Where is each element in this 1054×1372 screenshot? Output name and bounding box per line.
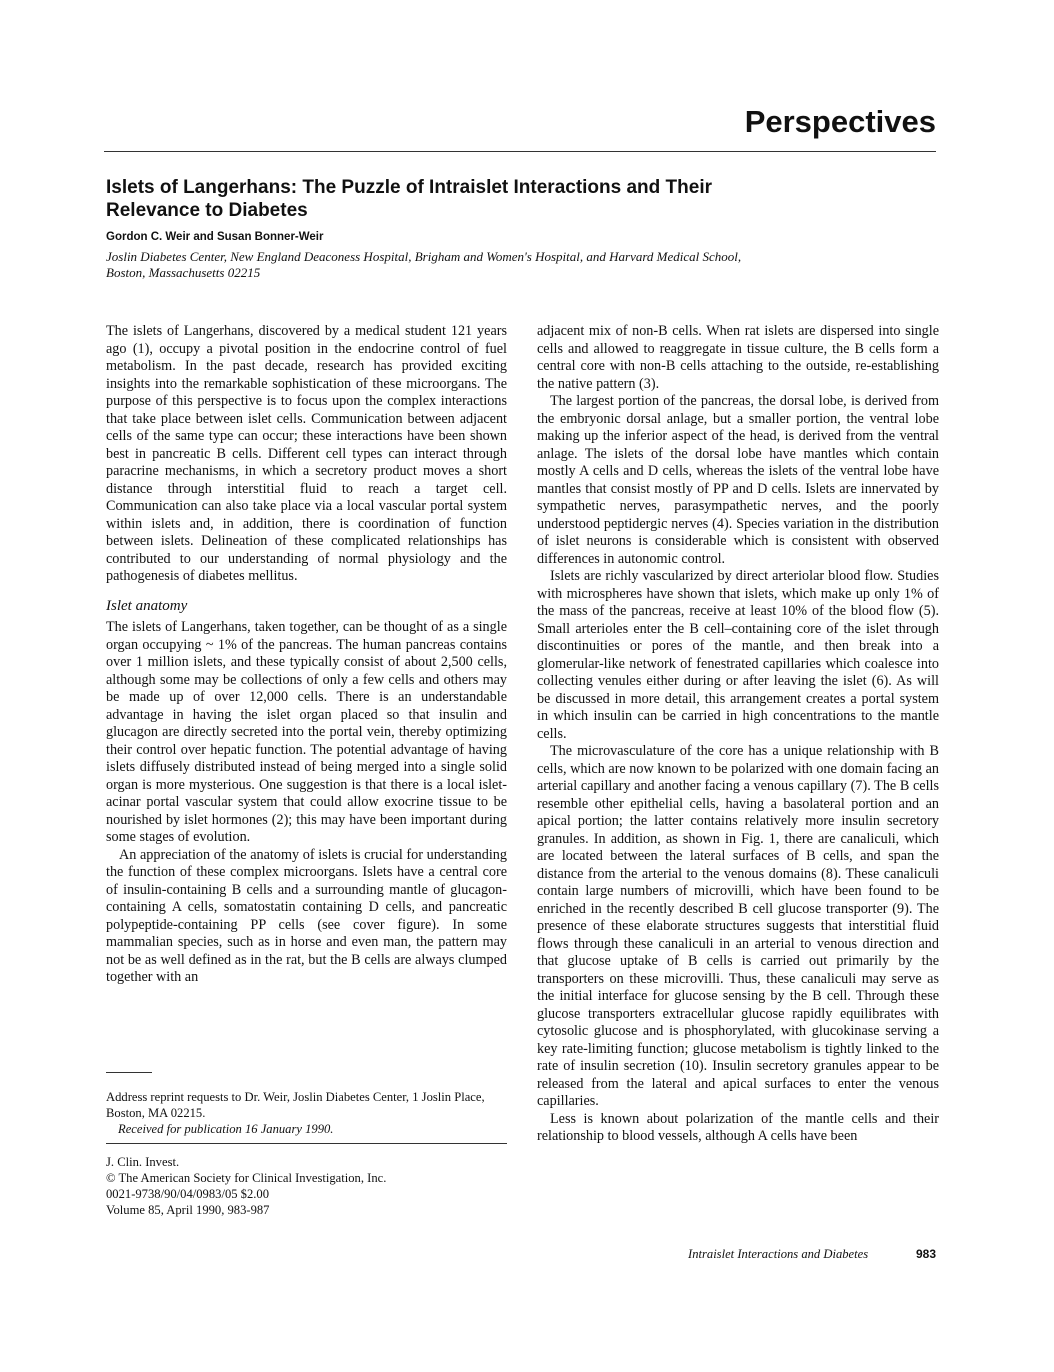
header-rule [104,151,936,152]
affiliation: Joslin Diabetes Center, New England Deaconess Hospital, Brigham and Women's Hospital, and Harvard Medical School, Boston, Massachusetts 02215 [106,249,742,280]
running-title: Intraislet Interactions and Diabetes [688,1247,869,1261]
issn: 0021-9738/90/04/0983/05 $2.00 [106,1187,270,1201]
journal-info-rule [106,1143,507,1144]
volume-info: Volume 85, April 1990, 983-987 [106,1203,270,1217]
intro-paragraph: The islets of Langerhans, discovered by a medical student 121 years ago (1), occupy a pivotal position in the endocrine control of fuel metabolism. In the past decade, research has provided exciting insights into the remarkable sophistication of these microorgans. The purpose of this perspective is to focus upon the complex interactions that take place between islet cells. Communication between adjacent cells of the same type can occur; these interactions have been shown best in pancreatic B cells. Different cell types can interact through paracrine mechanisms, in which a secretory product moves a short distance through interstitial fluid to reach a target cell. Communication can also take place via a local vascular portal system within islets and, in addition, there is coordination of function between islets. Delineation of these complicated relationships has contributed to our understanding of normal physiology and the pathogenesis of diabetes mellitus. [106,323,507,584]
continued-paragraph: adjacent mix of non-B cells. When rat islets are dispersed into single cells and allowed to reaggregate in tissue culture, the B cells form a central core with non-B cells attaching to the outside, re-establishing the native pattern (3). [537,323,939,392]
page-number: 983 [916,1247,937,1261]
journal-info [106,1154,507,1218]
subheading-islet-anatomy: Islet anatomy [106,597,188,614]
left-column [106,323,507,987]
authors: Gordon C. Weir and Susan Bonner-Weir [106,231,324,243]
article-title: Islets of Langerhans: The Puzzle of Intraislet Interactions and Their Relevance to Diabetes [106,177,712,221]
anatomy-paragraph-2: An appreciation of the anatomy of islets is crucial for understanding the function of these complex microorgans. Islets have a central core of insulin-containing B cells and a surrounding mantle of glucagon-containing A cells, somatostatin containing D cells, and pancreatic polypeptide-containing PP cells (see cover figure). In some mammalian species, such as in horse and even man, the pattern may not be as well defined as in the rat, but the B cells are always clumped together with an [106,846,507,985]
section-heading: Perspectives [744,104,936,139]
footnote-rule [106,1072,152,1073]
reprint-address: Address reprint requests to Dr. Weir, Joslin Diabetes Center, 1 Joslin Place, Boston, MA 02215. [106,1090,485,1120]
vascularization-paragraph: Islets are richly vascularized by direct arteriolar blood flow. Studies with microspheres have shown that islets, which make up only 1% of the mass of the pancreas, receive at least 10% of the blood flow (5). Small arterioles enter the B cell–containing core of the islet through discontinuities or pores of the mantle, and then break into a glomerular-like network of fenestrated capillaries which coalesce into collecting venules either during or after leaving the islet (6). As will be discussed in more detail, this arrangement creates a portal system in which insulin can be carried in high concentrations to the mantle cells. [537,568,939,742]
dorsal-lobe-paragraph: The largest portion of the pancreas, the dorsal lobe, is derived from the embryonic dorsal anlage, but a smaller portion, the ventral lobe making up the inferior aspect of the head, is derived from the ventral anlage. The islets of the dorsal lobe have mantles which contain mostly A cells and D cells, whereas the islets of the ventral lobe have mantles that consist mostly of PP and D cells. Islets are innervated by sympathetic nerves, parasympathetic nerves, and the poorly understood peptidergic nerves (4). Species variation in the distribution of islet neurons is considerable which is consistent with observed differences in autonomic control. [537,393,939,567]
copyright: © The American Society for Clinical Investigation, Inc. [106,1171,387,1185]
journal-name: J. Clin. Invest. [106,1155,180,1169]
anatomy-paragraph-1: The islets of Langerhans, taken together, can be thought of as a single organ occupying ~ 1% of the pancreas. The human pancreas contains over 1 million islets, and these typically consist of about 2,500 cells, although some may be collections of only a few cells and others may be made up of over 12,000 cells. There is an understandable advantage in having the islet organ placed so that insulin and glucagon are directly secreted into the portal vein, thereby optimizing their control over hepatic function. The potential advantage of having islets diffusely distributed instead of being merged into a single solid organ is more mysterious. One suggestion is that there is a local islet-acinar portal vascular system that could allow exocrine tissue to be nourished by islet hormones (2); this may have been important during some stages of evolution. [106,619,507,845]
polarization-paragraph: Less is known about polarization of the mantle cells and their relationship to blood vessels, although A cells have been [537,1110,939,1144]
received-date: Received for publication 16 January 1990. [118,1122,334,1136]
microvasculature-paragraph: The microvasculature of the core has a unique relationship with B cells, which are now known to be polarized with one domain facing an arterial capillary and another facing a venous capillary (7). The B cells resemble other epithelial cells, having a basolateral portion and an apical portion; the latter contains relatively more insulin secretory granules. In addition, as shown in Fig. 1, there are canaliculi, which are located between the lateral surfaces of B cells, and span the distance from the arterial to the venous domains (8). These canaliculi contain large numbers of microvilli, which have been found to be enriched in the recently described B cell glucose transporter (9). The presence of these elaborate structures suggests that interstitial fluid flows through these canaliculi in an arterial to venous direction and that glucose uptake of B cells is carried out primarily by the transporters on these microvilli. Thus, these canaliculi may serve as the initial interface for glucose sensing by the B cell. Through these glucose transporters extracellular glucose rapidly equilibrates with cytosolic glucose and is phosphorylated, with glucokinase serving a key rate-limiting function; glucose metabolism is tightly linked to the rate of insulin secretion (10). Insulin secretory granules appear to be released from the lateral and apical surfaces to enter the venous capillaries. [537,743,939,1109]
footnotes [106,1072,507,1218]
right-column [537,323,939,1146]
